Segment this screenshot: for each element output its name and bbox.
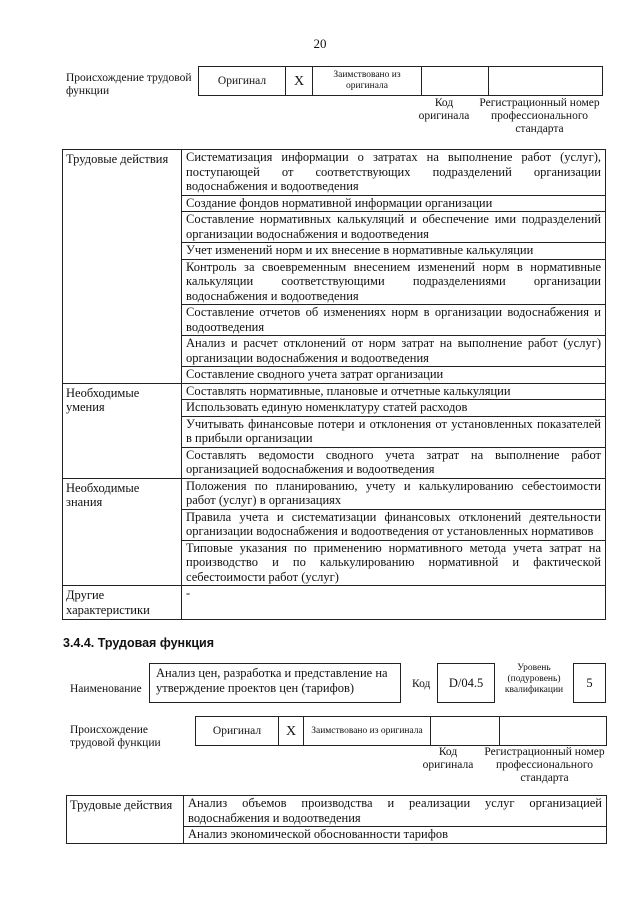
table-row [67, 796, 607, 844]
function-code-box: D/04.5 [437, 663, 495, 703]
list-item: Учитывать финансовые потери и отклонения от установленных показателей в прибыли организации [182, 416, 605, 447]
row-items [182, 383, 606, 478]
origin-label: Происхождение трудовой функции [70, 724, 161, 749]
name-label: Наименование [70, 683, 142, 695]
origin-reg-cell [500, 717, 607, 746]
list-item: Составление отчетов об изменениях норм в организации водоснабжения и водоотведения [182, 304, 605, 335]
origin-table [198, 66, 603, 96]
row-items [182, 150, 606, 384]
origin-reg-cell [489, 67, 603, 96]
page-number: 20 [313, 36, 327, 51]
list-item: Использовать единую номенклатуру статей расходов [182, 399, 605, 416]
origin-mark-cell: X [286, 67, 313, 96]
row-items [182, 478, 606, 586]
list-item: Правила учета и систематизации финансовых отклонений деятельности организации водоснабжения и водоотведения от установленных нормативов [182, 509, 605, 540]
list-item: Создание фондов нормативной информации организации [182, 195, 605, 212]
labor-function-table [66, 795, 607, 844]
origin-original-cell: Оригинал [199, 67, 286, 96]
list-item: Учет изменений норм и их внесение в нормативные калькуляции [182, 242, 605, 259]
origin-code-caption: Код оригинала [418, 97, 470, 122]
table-row [63, 383, 606, 478]
list-item: Анализ объемов производства и реализации услуг организацией водоснабжения и водоотведения [188, 796, 602, 825]
list-item: Анализ экономической обоснованности тарифов [184, 826, 606, 843]
list-item: Составление нормативных калькуляций и обеспечение ими подразделений организации водоснабжения и водоотведения [182, 211, 605, 242]
origin-original-cell: Оригинал [196, 717, 279, 746]
origin-table [195, 716, 607, 746]
labor-function-table [62, 149, 606, 620]
origin-reg-caption: Регистрационный номер профессионального стандарта [484, 746, 605, 784]
list-item: Анализ и расчет отклонений от норм затрат на выполнение работ (услуг) организации водоснабжения и водоотведения [182, 335, 605, 366]
row-label: Другие характеристики [63, 586, 182, 620]
row-label: Необходимые знания [63, 478, 182, 586]
list-item: Систематизация информации о затратах на выполнение работ (услуг), поступающей от соответствующих подразделений организации водоснабжения и водоотведения [186, 150, 601, 193]
origin-label: Происхождение трудовой функции [66, 72, 192, 97]
origin-mark-cell: X [279, 717, 304, 746]
list-item: Контроль за своевременным внесением изменений норм в нормативные калькуляции соответствующими подразделениями организации водоснабжения и водоотведения [182, 259, 605, 305]
origin-code-caption: Код оригинала [422, 746, 474, 771]
table-row [63, 478, 606, 586]
row-items [182, 586, 606, 620]
list-item: Типовые указания по применению нормативного метода учета затрат на производство и по калькулированию нормативной и фактической себестоимости работ (услуг) [182, 540, 605, 586]
function-name-box: Анализ цен, разработка и представление на утверждение проектов цен (тарифов) [149, 663, 401, 703]
list-item: - [186, 586, 191, 600]
table-row [63, 150, 606, 384]
code-label: Код [412, 678, 431, 690]
origin-reg-caption: Регистрационный номер профессионального стандарта [479, 97, 600, 135]
origin-borrowed-cell: Заимствовано из оригинала [304, 717, 431, 746]
table-row [63, 586, 606, 620]
list-item: Составлять нормативные, плановые и отчетные калькуляции [186, 383, 511, 398]
function-level-box: 5 [573, 663, 606, 703]
row-label: Трудовые действия [63, 150, 182, 384]
level-label: Уровень (подуровень) квалификации [504, 663, 564, 695]
origin-borrowed-cell: Заимствовано из оригинала [313, 67, 422, 96]
list-item: Составлять ведомости сводного учета затрат на выполнение работ организацией водоснабжения и водоотведения [182, 447, 605, 478]
row-items [184, 796, 607, 844]
list-item: Составление сводного учета затрат организации [182, 366, 605, 383]
section-title: 3.4.4. Трудовая функция [63, 636, 215, 650]
row-label: Необходимые умения [63, 383, 182, 478]
row-label: Трудовые действия [67, 796, 184, 844]
origin-code-cell [431, 717, 500, 746]
list-item: Положения по планированию, учету и калькулированию себестоимости работ (услуг) в организациях [186, 478, 601, 507]
origin-code-cell [422, 67, 489, 96]
